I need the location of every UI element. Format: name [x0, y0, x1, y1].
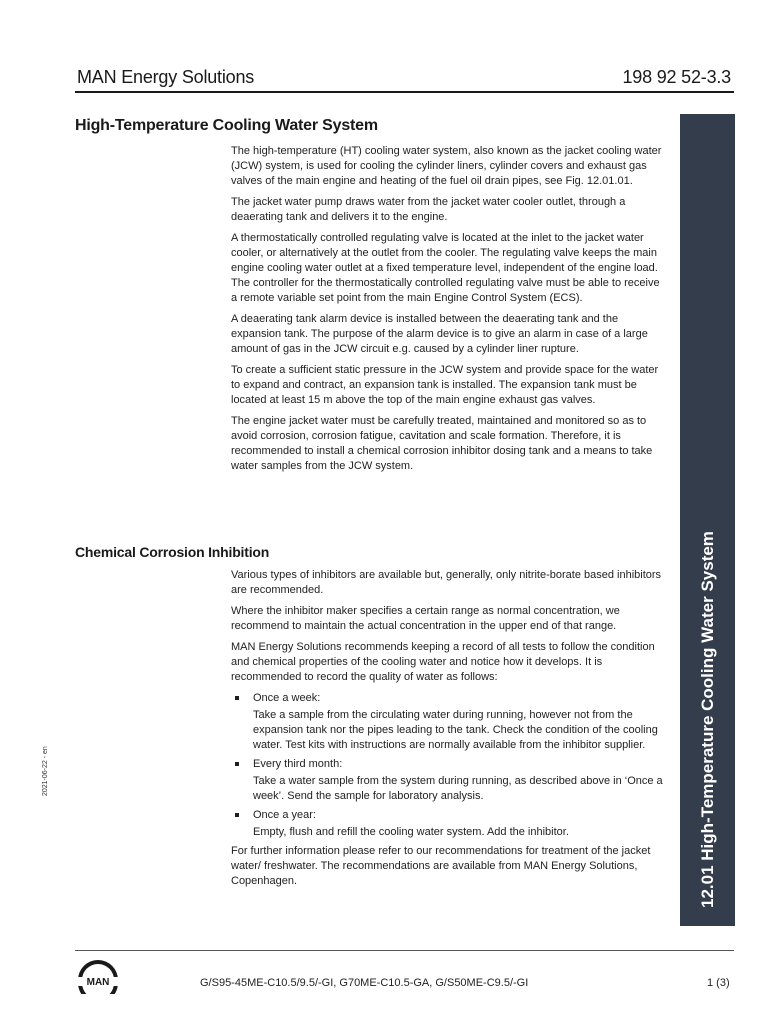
list-item-label: Every third month: — [253, 758, 343, 770]
section-heading-corrosion-inhibition: Chemical Corrosion Inhibition — [75, 544, 270, 560]
paragraph: To create a sufficient static pressure in the JCW system and provide space for the water to expand and contract, an expansion tank is installed. The expansion tank must be located at least 15 m above the top of the main engine exhaust gas valves. — [231, 364, 659, 406]
paragraph: MAN Energy Solutions recommends keeping a record of all tests to follow the condition and chemical properties of the cooling water and notice how it develops. It is recommended to record the quality of water as follows: — [231, 641, 655, 683]
section2-body — [231, 568, 668, 895]
company-name: MAN Energy Solutions — [77, 67, 255, 87]
man-logo-icon — [75, 960, 121, 994]
page-number: 1 (3) — [707, 977, 730, 989]
section1-body — [231, 144, 668, 480]
list-item-text: Take a sample from the circulating water during running, however not from the expansion tank nor the pipes leading to the tank. Check the condition of the cooling water. Test kits with instructions are normally available from the inhibitor supplier. — [253, 709, 658, 751]
list-item-text: Take a water sample from the system during running, as described above in ‘Once a week’. Send the sample for laboratory analysis. — [253, 775, 663, 802]
section-heading-ht-cooling: High-Temperature Cooling Water System — [75, 117, 378, 134]
list-item — [231, 757, 668, 804]
engine-models: G/S95-45ME-C10.5/9.5/-GI, G70ME-C10.5-GA, G/S50ME-C9.5/-GI — [200, 977, 529, 989]
side-tab-title: 12.01 High-Temperature Cooling Water System — [698, 531, 717, 908]
list-item-text: Empty, flush and refill the cooling water system. Add the inhibitor. — [253, 826, 569, 838]
list-item — [231, 691, 668, 753]
document-number: 198 92 52-3.3 — [622, 67, 731, 87]
test-schedule-list — [231, 691, 668, 840]
bullet-icon — [235, 813, 239, 817]
list-item — [231, 808, 668, 840]
paragraph: A deaerating tank alarm device is installed between the deaerating tank and the expansion tank. The purpose of the alarm device is to give an alarm in case of a large amount of gas in the JCW circuit e.g. caused by a cylinder liner rupture. — [231, 313, 648, 355]
list-item-label: Once a week: — [253, 692, 321, 704]
svg-text:MAN: MAN — [86, 977, 110, 988]
paragraph: Where the inhibitor maker specifies a certain range as normal concentration, we recommend to maintain the actual concentration in the upper end of that range. — [231, 605, 620, 632]
page-header — [75, 66, 734, 93]
paragraph: A thermostatically controlled regulating valve is located at the inlet to the jacket water cooler, or alternatively at the outlet from the cooler. The regulating valve keeps the main engine cooling water outlet at a fixed temperature level, independent of the engine load. The controller for the thermostatically controlled regulating valve must be able to receive a remote variable set point from the main Engine Control System (ECS). — [231, 232, 660, 304]
bullet-icon — [235, 762, 239, 766]
revision-date: 2021-06-22 - en — [42, 746, 49, 796]
list-item-label: Once a year: — [253, 809, 316, 821]
paragraph: The jacket water pump draws water from the jacket water cooler outlet, through a deaerating tank and delivers it to the engine. — [231, 196, 626, 223]
paragraph: The high-temperature (HT) cooling water system, also known as the jacket cooling water (JCW) system, is used for cooling the cylinder liners, cylinder covers and exhaust gas valves of the main engine and heating of the fuel oil drain pipes, see Fig. 12.01.01. — [231, 145, 662, 187]
paragraph: The engine jacket water must be carefully treated, maintained and monitored so as to avoid corrosion, corrosion fatigue, cavitation and scale formation. Therefore, it is recommended to install a chemical corrosion inhibitor dosing tank and a means to take water samples from the JCW system. — [231, 415, 653, 472]
closing-paragraph: For further information please refer to our recommendations for treatment of the jacket water/ freshwater. The recommendations are available from MAN Energy Solutions, Copenhagen. — [231, 845, 651, 887]
footer-divider — [75, 950, 734, 951]
paragraph: Various types of inhibitors are available but, generally, only nitrite-borate based inhibitors are recommended. — [231, 569, 662, 596]
bullet-icon — [235, 696, 239, 700]
